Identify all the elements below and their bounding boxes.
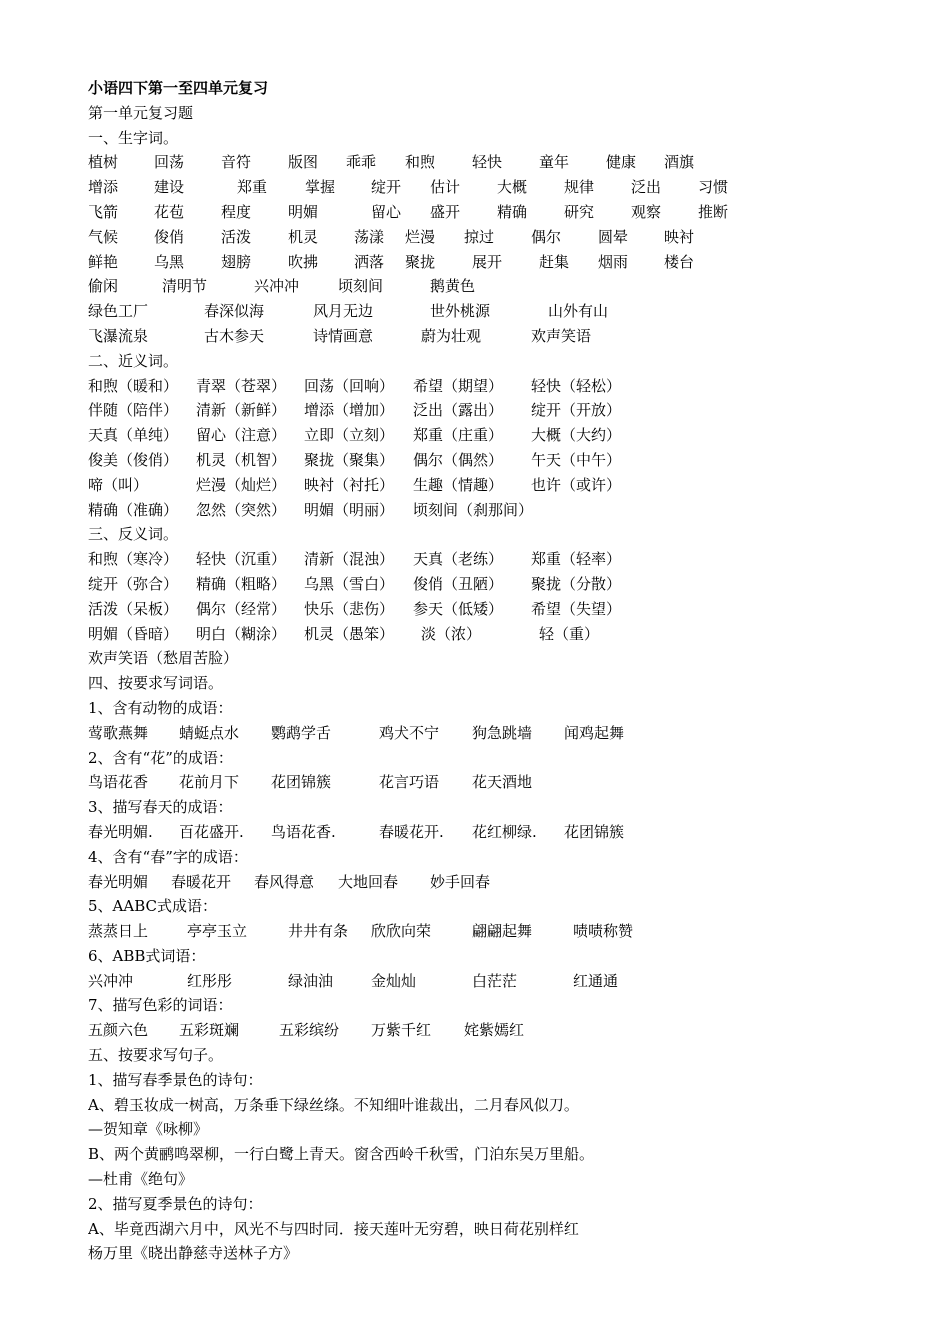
word: 圆晕 [598, 227, 629, 246]
word: 青翠（苍翠） [196, 376, 287, 395]
word: 健康 [606, 153, 637, 172]
word: 百花盛开. [179, 822, 244, 841]
word: 兴冲冲 [254, 277, 300, 296]
word-row [88, 1018, 888, 1043]
word: 春深似海 [204, 302, 265, 321]
word: 绽开 [371, 178, 402, 197]
text-line: 杨万里《晓出静慈寺送林子方》 [88, 1244, 299, 1263]
word-row [88, 250, 888, 275]
text-line: 1、描写春季景色的诗句： [88, 1070, 263, 1089]
word: 研究 [564, 202, 595, 221]
word-row [88, 721, 888, 746]
word: 清明节 [162, 277, 208, 296]
word: 清新（混浊） [304, 550, 395, 569]
word: 习惯 [698, 178, 729, 197]
word: 鲜艳 [88, 252, 119, 271]
word-row [88, 374, 888, 399]
word: 啧啧称赞 [573, 922, 634, 941]
word: 明媚（昏暗） [88, 624, 179, 643]
word: 掌握 [305, 178, 336, 197]
word: 翅膀 [221, 252, 252, 271]
word-row [88, 572, 888, 597]
text-line: 第一单元复习题 [88, 103, 194, 122]
word: 山外有山 [548, 302, 609, 321]
document-page [88, 76, 888, 1266]
word: 和煦（寒冷） [88, 550, 179, 569]
word: 顷刻间 [338, 277, 384, 296]
word: 版图 [288, 153, 319, 172]
word: 鸟语花香. [271, 822, 336, 841]
word: 飞箭 [88, 202, 119, 221]
word: 狗急跳墙 [472, 723, 533, 742]
word: 蒸蒸日上 [88, 922, 149, 941]
word: 乌黑 [154, 252, 185, 271]
word: 精确（准确） [88, 500, 179, 519]
word: 赶集 [539, 252, 570, 271]
text-line: A、碧玉妆成一树高，万条垂下绿丝绦。不知细叶谁裁出，二月春风似刀。 [88, 1095, 579, 1114]
word: 风月无边 [313, 302, 374, 321]
text-line: 1、含有动物的成语： [88, 698, 233, 717]
word: 参天（低矮） [413, 599, 504, 618]
word: 推断 [698, 202, 729, 221]
word: 留心 [371, 202, 402, 221]
word: 希望（失望） [531, 599, 622, 618]
text-line: 2、描写夏季景色的诗句： [88, 1194, 263, 1213]
word: 酒旗 [664, 153, 695, 172]
word: 五颜六色 [88, 1021, 149, 1040]
word-row [88, 473, 888, 498]
word: 程度 [221, 202, 252, 221]
word: 留心（注意） [196, 426, 287, 445]
word: 郑重（轻率） [531, 550, 622, 569]
word: 莺歌燕舞 [88, 723, 149, 742]
word: 白茫茫 [472, 971, 518, 990]
word: 闻鸡起舞 [564, 723, 625, 742]
word: 和煦（暖和） [88, 376, 179, 395]
word: 也许（或许） [531, 475, 622, 494]
text-line: 7、描写色彩的词语： [88, 996, 233, 1015]
text-line: 四、按要求写词语。 [88, 674, 224, 693]
word: 回荡 [154, 153, 185, 172]
text-line: —杜甫《绝句》 [88, 1170, 194, 1189]
word: 翩翩起舞 [472, 922, 533, 941]
text-line: —贺知章《咏柳》 [88, 1120, 209, 1139]
word: 聚拢（聚集） [304, 450, 395, 469]
word: 音符 [221, 153, 252, 172]
word: 活泼（呆板） [88, 599, 179, 618]
word: 精确 [497, 202, 528, 221]
word: 绽开（开放） [531, 401, 622, 420]
word-row [88, 969, 888, 994]
word: 春暖花开 [171, 872, 232, 891]
word: 春光明媚 [88, 872, 149, 891]
word: 荡漾 [354, 227, 385, 246]
word: 盛开 [430, 202, 461, 221]
word: 楼台 [664, 252, 695, 271]
word: 生趣（情趣） [413, 475, 504, 494]
word: 古木参天 [204, 326, 265, 345]
word: 轻快 [472, 153, 503, 172]
document-title: 小语四下第一至四单元复习 [88, 79, 269, 97]
word: 烂漫 [405, 227, 436, 246]
word: 红彤彤 [187, 971, 233, 990]
text-line: A、毕竟西湖六月中，风光不与四时同．接天莲叶无穷碧，映日荷花别样红 [88, 1219, 579, 1238]
word: 立即（立刻） [304, 426, 395, 445]
word-row [88, 225, 888, 250]
word-row [88, 597, 888, 622]
word-row [88, 423, 888, 448]
word: 绽开（弥合） [88, 574, 179, 593]
word: 绿色工厂 [88, 302, 149, 321]
word: 天真（老练） [413, 550, 504, 569]
word: 聚拢 [405, 252, 436, 271]
word: 轻快（轻松） [531, 376, 622, 395]
word-row [88, 870, 888, 895]
word: 兴冲冲 [88, 971, 134, 990]
word: 飞瀑流泉 [88, 326, 149, 345]
word: 机灵 [288, 227, 319, 246]
word: 妙手回春 [430, 872, 491, 891]
word: 掠过 [464, 227, 495, 246]
word: 烂漫（灿烂） [196, 475, 287, 494]
word: 亭亭玉立 [187, 922, 248, 941]
word: 花前月下 [179, 773, 240, 792]
word: 清新（新鲜） [196, 401, 287, 420]
word: 偶尔（偶然） [413, 450, 504, 469]
word: 明白（糊涂） [196, 624, 287, 643]
word: 映衬 [664, 227, 695, 246]
word: 鸟语花香 [88, 773, 149, 792]
word: 回荡（回响） [304, 376, 395, 395]
word-row [88, 150, 888, 175]
word: 吹拂 [288, 252, 319, 271]
text-line: 3、描写春天的成语： [88, 798, 233, 817]
word: 映衬（衬托） [304, 475, 395, 494]
word-row [88, 622, 888, 647]
word: 俊美（俊俏） [88, 450, 179, 469]
text-line: 2、含有“花”的成语： [88, 748, 233, 767]
word: 烟雨 [598, 252, 629, 271]
word: 姹紫嫣红 [464, 1021, 525, 1040]
word: 万紫千红 [371, 1021, 432, 1040]
text-line: B、两个黄鹂鸣翠柳，一行白鹭上青天。窗含西岭千秋雪，门泊东吴万里船。 [88, 1145, 595, 1164]
word-row [88, 547, 888, 572]
word: 观察 [631, 202, 662, 221]
word: 五彩缤纷 [279, 1021, 340, 1040]
word: 世外桃源 [430, 302, 491, 321]
word: 花红柳绿. [472, 822, 537, 841]
word: 天真（单纯） [88, 426, 179, 445]
word: 鸡犬不宁 [379, 723, 440, 742]
word: 绿油油 [288, 971, 334, 990]
word-row [88, 448, 888, 473]
word: 花苞 [154, 202, 185, 221]
word: 展开 [472, 252, 503, 271]
word: 增添 [88, 178, 119, 197]
word: 聚拢（分散） [531, 574, 622, 593]
word: 鹦鹉学舌 [271, 723, 332, 742]
text-line: 三、反义词。 [88, 525, 179, 544]
text-line: 欢声笑语（愁眉苦脸） [88, 649, 239, 668]
word: 偷闲 [88, 277, 119, 296]
word: 蜻蜓点水 [179, 723, 240, 742]
word: 春暖花开. [379, 822, 444, 841]
word: 明媚 [288, 202, 319, 221]
word: 增添（增加） [304, 401, 395, 420]
word: 洒落 [354, 252, 385, 271]
word: 轻（重） [539, 624, 600, 643]
word: 花言巧语 [379, 773, 440, 792]
word: 俊俏 [154, 227, 185, 246]
word-row [88, 299, 888, 324]
word: 淡（浓） [421, 624, 482, 643]
word: 忽然（突然） [196, 500, 287, 519]
word: 郑重 [237, 178, 268, 197]
word-row [88, 200, 888, 225]
text-line: 5、AABC式成语： [88, 897, 217, 916]
word: 鹅黄色 [430, 277, 476, 296]
word: 大概（大约） [531, 426, 622, 445]
word: 郑重（庄重） [413, 426, 504, 445]
word: 井井有条 [288, 922, 349, 941]
word: 泛出（露出） [413, 401, 504, 420]
word: 午天（中午） [531, 450, 622, 469]
word-row [88, 820, 888, 845]
text-line: 一、生字词。 [88, 128, 179, 147]
word: 伴随（陪伴） [88, 401, 179, 420]
word: 蔚为壮观 [421, 326, 482, 345]
word: 俊俏（丑陋） [413, 574, 504, 593]
word: 春光明媚. [88, 822, 153, 841]
word: 泛出 [631, 178, 662, 197]
word-row [88, 398, 888, 423]
word: 欣欣向荣 [371, 922, 432, 941]
word-row [88, 498, 888, 523]
word: 花天酒地 [472, 773, 533, 792]
word-row [88, 324, 888, 349]
word: 植树 [88, 153, 119, 172]
word: 春风得意 [254, 872, 315, 891]
word: 花团锦簇 [564, 822, 625, 841]
word: 建设 [154, 178, 185, 197]
word: 机灵（愚笨） [304, 624, 395, 643]
text-line: 五、按要求写句子。 [88, 1046, 224, 1065]
word-row [88, 770, 888, 795]
word: 童年 [539, 153, 570, 172]
word-row [88, 175, 888, 200]
word: 规律 [564, 178, 595, 197]
word: 机灵（机智） [196, 450, 287, 469]
word: 快乐（悲伤） [304, 599, 395, 618]
word: 乌黑（雪白） [304, 574, 395, 593]
word: 明媚（明丽） [304, 500, 395, 519]
document-body [88, 101, 888, 1266]
word: 五彩斑斓 [179, 1021, 240, 1040]
word: 诗情画意 [313, 326, 374, 345]
word: 乖乖 [346, 153, 377, 172]
word: 活泼 [221, 227, 252, 246]
word-row [88, 274, 888, 299]
word: 和煦 [405, 153, 436, 172]
word: 偶尔（经常） [196, 599, 287, 618]
text-line: 4、含有“春”字的成语： [88, 847, 248, 866]
text-line: 6、ABB式词语： [88, 946, 206, 965]
word: 大地回春 [338, 872, 399, 891]
word: 偶尔 [531, 227, 562, 246]
word: 大概 [497, 178, 528, 197]
word: 轻快（沉重） [196, 550, 287, 569]
word: 估计 [430, 178, 461, 197]
word: 红通通 [573, 971, 619, 990]
word: 欢声笑语 [531, 326, 592, 345]
word: 精确（粗略） [196, 574, 287, 593]
word: 花团锦簇 [271, 773, 332, 792]
word: 顷刻间（刹那间） [413, 500, 534, 519]
text-line: 二、近义词。 [88, 351, 179, 370]
word-row [88, 919, 888, 944]
word: 希望（期望） [413, 376, 504, 395]
word: 气候 [88, 227, 119, 246]
word: 金灿灿 [371, 971, 417, 990]
word: 啼（叫） [88, 475, 149, 494]
